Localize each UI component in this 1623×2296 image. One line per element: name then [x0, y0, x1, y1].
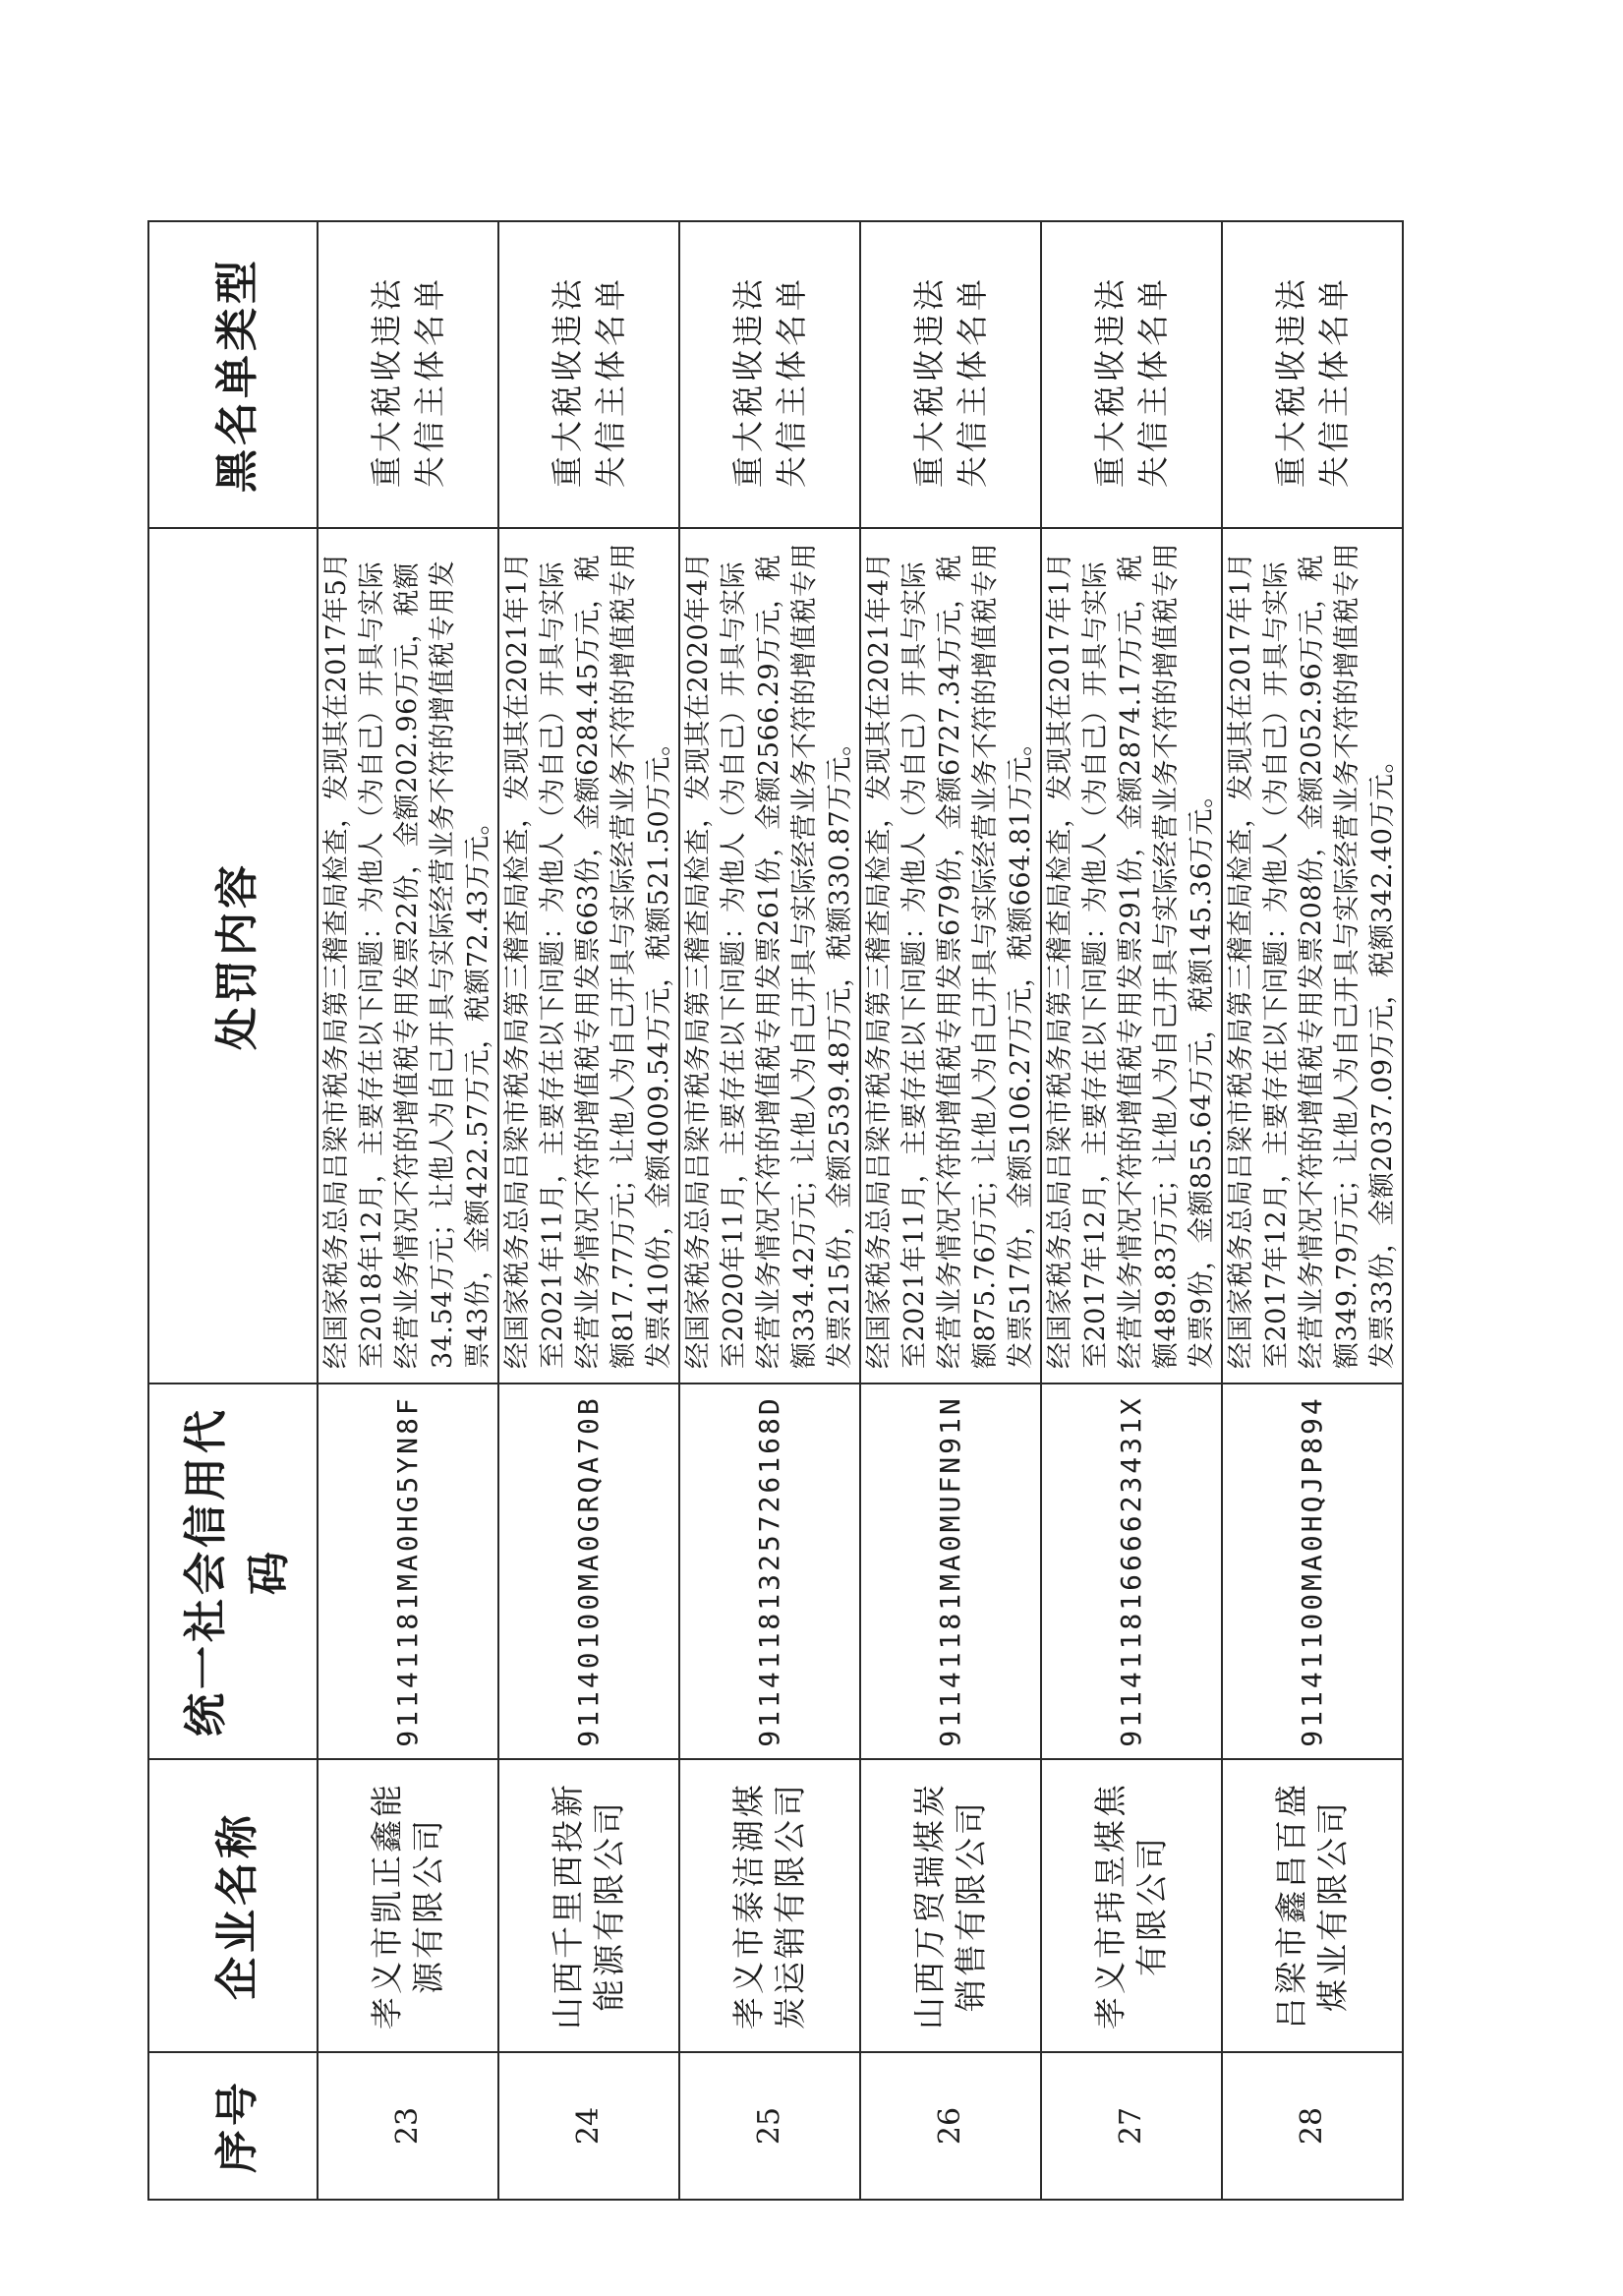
- table-row: [498, 221, 679, 2200]
- blacklist-table: [147, 220, 1404, 2201]
- row-seq: 26: [860, 2052, 1041, 2200]
- penalty-content: 经国家税务总局吕梁市税务局第三稽查局检查，发现其在2021年1月至2021年11月，主要存在以下问题：为他人（为自己）开具与实际经营业务情况不符的增值税专用发票663份，金额6284.45万元，税额817.77万元；让他人为自己开具与实际经营业务不符的增值税专用发票410份，金额4009.54万元，税额521.50万元。: [498, 528, 679, 1383]
- table-header-row: [148, 221, 318, 2200]
- company-name: 山西千里西投新能源有限公司: [498, 1759, 679, 2052]
- penalty-content: 经国家税务总局吕梁市税务局第三稽查局检查，发现其在2017年1月至2017年12月，主要存在以下问题：为他人（为自己）开具与实际经营业务情况不符的增值税专用发票291份，金额2874.17万元，税额489.83万元；让他人为自己开具与实际经营业务不符的增值税专用发票9份，金额855.64万元，税额145.36万元。: [1041, 528, 1222, 1383]
- blacklist-type: 重大税收违法失信主体名单: [1041, 221, 1222, 528]
- penalty-content: 经国家税务总局吕梁市税务局第三稽查局检查，发现其在2021年4月至2021年11月，主要存在以下问题：为他人（为自己）开具与实际经营业务情况不符的增值税专用发票679份，金额6727.34万元，税额875.76万元；让他人为自己开具与实际经营业务不符的增值税专用发票517份，金额5106.27万元，税额664.81万元。: [860, 528, 1041, 1383]
- header-content: 处罚内容: [148, 528, 318, 1383]
- company-name: 孝义市泰洁湖煤炭运销有限公司: [679, 1759, 860, 2052]
- credit-code: 91141181325726168D: [679, 1383, 860, 1759]
- penalty-content: 经国家税务总局吕梁市税务局第三稽查局检查，发现其在2020年4月至2020年11月，主要存在以下问题：为他人（为自己）开具与实际经营业务情况不符的增值税专用发票261份，金额2566.29万元，税额334.42万元；让他人为自己开具与实际经营业务不符的增值税专用发票215份，金额2539.48万元，税额330.87万元。: [679, 528, 860, 1383]
- blacklist-type: 重大税收违法失信主体名单: [1222, 221, 1403, 528]
- row-seq: 23: [318, 2052, 498, 2200]
- blacklist-type: 重大税收违法失信主体名单: [679, 221, 860, 528]
- header-name: 企业名称: [148, 1759, 318, 2052]
- table-row: [679, 221, 860, 2200]
- table-row: [1041, 221, 1222, 2200]
- header-seq: 序号: [148, 2052, 318, 2200]
- row-seq: 25: [679, 2052, 860, 2200]
- row-seq: 28: [1222, 2052, 1403, 2200]
- blacklist-type: 重大税收违法失信主体名单: [498, 221, 679, 528]
- company-name: 山西万贸瑞煤炭销售有限公司: [860, 1759, 1041, 2052]
- penalty-content: 经国家税务总局吕梁市税务局第三稽查局检查，发现其在2017年5月至2018年12月，主要存在以下问题：为他人（为自己）开具与实际经营业务情况不符的增值税专用发票22份，金额202.96万元，税额34.54万元；让他人为自己开具与实际经营业务不符的增值税专用发票43份，金额422.57万元，税额72.43万元。: [318, 528, 498, 1383]
- header-code: 统一社会信用代码: [148, 1383, 318, 1759]
- header-type: 黑名单类型: [148, 221, 318, 528]
- credit-code: 91141181MA0HG5YN8F: [318, 1383, 498, 1759]
- rotated-page: [147, 222, 1398, 2201]
- row-seq: 27: [1041, 2052, 1222, 2200]
- table-row: [860, 221, 1041, 2200]
- penalty-content: 经国家税务总局吕梁市税务局第三稽查局检查，发现其在2017年1月至2017年12月，主要存在以下问题：为他人（为自己）开具与实际经营业务情况不符的增值税专用发票208份，金额2052.96万元，税额349.79万元；让他人为自己开具与实际经营业务不符的增值税专用发票33份，金额2037.09万元，税额342.40万元。: [1222, 528, 1403, 1383]
- credit-code: 91141100MA0HQJP894: [1222, 1383, 1403, 1759]
- blacklist-type: 重大税收违法失信主体名单: [318, 221, 498, 528]
- credit-code: 91141181666623431X: [1041, 1383, 1222, 1759]
- company-name: 孝义市凯正鑫能源有限公司: [318, 1759, 498, 2052]
- row-seq: 24: [498, 2052, 679, 2200]
- table-row: [1222, 221, 1403, 2200]
- blacklist-type: 重大税收违法失信主体名单: [860, 221, 1041, 528]
- credit-code: 91140100MA0GRQA70B: [498, 1383, 679, 1759]
- table-row: [318, 221, 498, 2200]
- credit-code: 91141181MA0MUFN91N: [860, 1383, 1041, 1759]
- company-name: 孝义市玮昱煤焦有限公司: [1041, 1759, 1222, 2052]
- company-name: 吕梁市鑫昌百盛煤业有限公司: [1222, 1759, 1403, 2052]
